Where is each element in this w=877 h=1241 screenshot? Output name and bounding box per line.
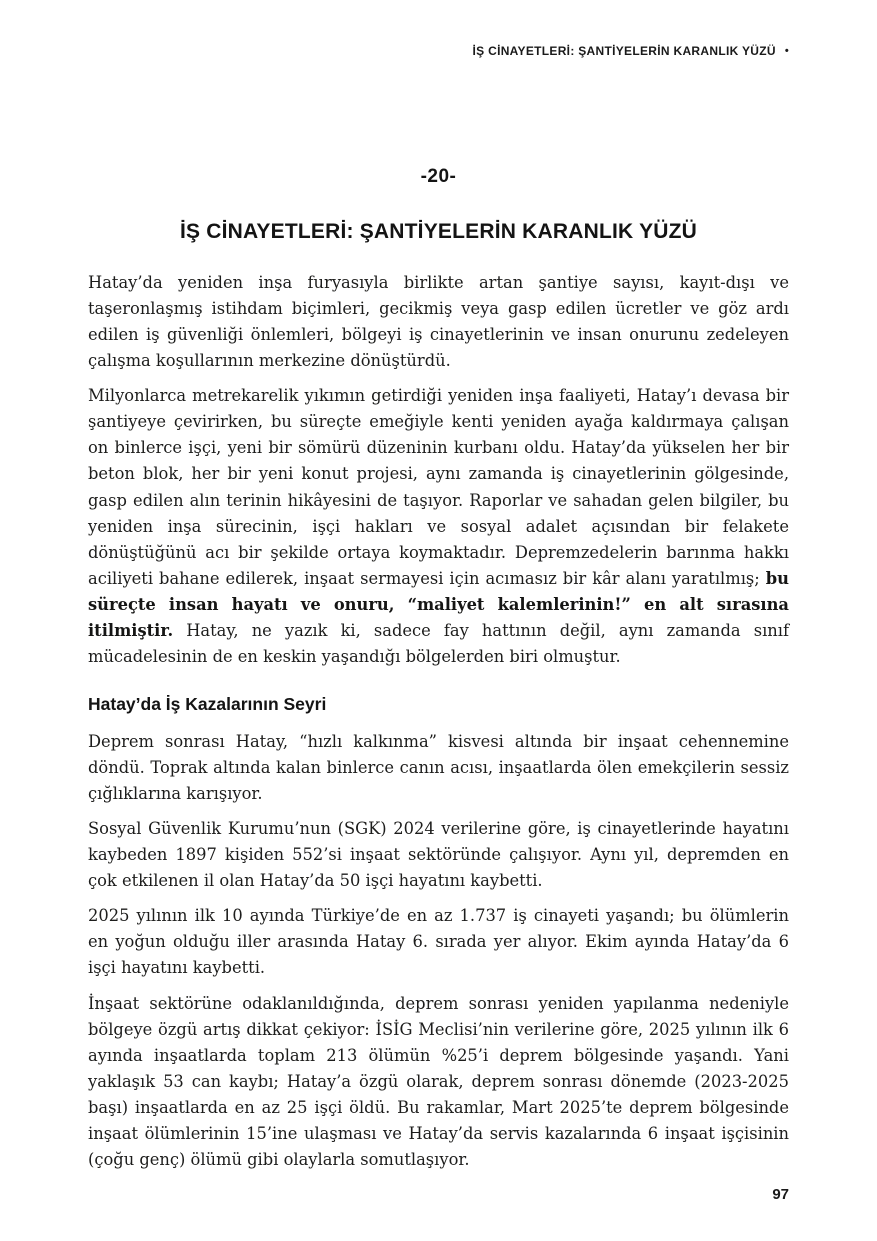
paragraph-intro-2 [88, 383, 789, 670]
running-header-bullet: • [784, 45, 789, 57]
paragraph-intro-2-text: Milyonlarca metrekarelik yıkımın getirdiği yeniden inşa faaliyeti, Hatay’ı devasa bir şantiyeye çevirirken, bu süreçte emeğiyle kenti yeniden ayağa kaldırmaya çalışan on binlerce işçi, yeni bir sömürü düzeninin kurbanı oldu. Hatay’da yükselen her bir beton blok, her bir yeni konut projesi, aynı zamanda iş cinayetlerinin gölgesinde, gasp edilen alın terinin hikâyesini de taşıyor. Raporlar ve sahadan gelen bilgiler, bu yeniden inşa sürecinin, işçi hakları ve sosyal adalet açısından bir felakete dönüştüğünü acı bir şekilde ortaya koymaktadır. Depremzedelerin barınma hakkı aciliyeti bahane edilerek, inşaat sermayesi için acımasız bir kâr alanı yaratılmış; [88, 386, 789, 588]
chapter-title: İŞ CİNAYETLERİ: ŞANTİYELERİN KARANLIK YÜZÜ [179, 220, 698, 243]
chapter-number: -20- [420, 166, 457, 187]
body-text [88, 270, 789, 1173]
paragraph-intro-1: Hatay’da yeniden inşa furyasıyla birlikte artan şantiye sayısı, kayıt-dışı ve taşeronlaşmış istihdam biçimleri, gecikmiş veya gasp edilen ücretler ve göz ardı edilen iş güvenliği önlemleri, bölgeyi iş cinayetlerinin ve insan onurunu zedeleyen çalışma koşullarının merkezine dönüştürdü. [88, 273, 789, 371]
paragraph-intro-2-text-after: Hatay, ne yazık ki, sadece fay hattının değil, aynı zamanda sınıf mücadelesinin de en keskin yaşandığı bölgelerden biri olmuştur. [88, 620, 789, 666]
paragraph-section-1: Deprem sonrası Hatay, “hızlı kalkınma” kisvesi altında bir inşaat cehennemine döndü. Toprak altında kalan binlerce canın acısı, inşaatlarda ölen emekçilerin sessiz çığlıklarına karışıyor. [88, 731, 789, 804]
running-header-text: İŞ CİNAYETLERİ: ŞANTİYELERİN KARANLIK YÜZÜ [472, 44, 776, 58]
paragraph-section-3: 2025 yılının ilk 10 ayında Türkiye’de en az 1.737 iş cinayeti yaşandı; bu ölümlerin en yoğun olduğu iller arasında Hatay 6. sırada yer alıyor. Ekim ayında Hatay’da 6 işçi hayatını kaybetti. [88, 906, 789, 978]
page-number: 97 [772, 1186, 789, 1203]
paragraph-section-4: İnşaat sektörüne odaklanıldığında, deprem sonrası yeniden yapılanma nedeniyle bölgeye özgü artış dikkat çekiyor: İSİG Meclisi’nin verilerine göre, 2025 yılının ilk 6 ayında inşaatlarda toplam 213 ölümün %25’i deprem bölgesinde yaşandı. Yani yaklaşık 53 can kaybı; Hatay’a özgü olarak, deprem sonrası dönemde (2023-2025 başı) inşaatlarda en az 25 işçi öldü. Bu rakamlar, Mart 2025’te deprem bölgesinde inşaat ölümlerinin 15’ine ulaşması ve Hatay’da servis kazalarında 6 inşaat işçisinin (çoğu genç) ölümü gibi olaylarla somutlaşıyor. [88, 993, 789, 1169]
section-heading: Hatay’da İş Kazalarının Seyri [88, 693, 327, 714]
running-header [88, 44, 789, 58]
paragraph-section-2: Sosyal Güvenlik Kurumu’nun (SGK) 2024 verilerine göre, iş cinayetlerinde hayatını kaybeden 1897 kişiden 552’si inşaat sektöründe çalışıyor. Aynı yıl, depremden en çok etkilenen il olan Hatay’da 50 işçi hayatını kaybetti. [88, 819, 789, 891]
paragraph-intro-2-bold: bu süreçte insan hayatı ve onuru, “maliyet kalemlerinin!” en alt sırasına itilmiştir. [88, 568, 789, 640]
